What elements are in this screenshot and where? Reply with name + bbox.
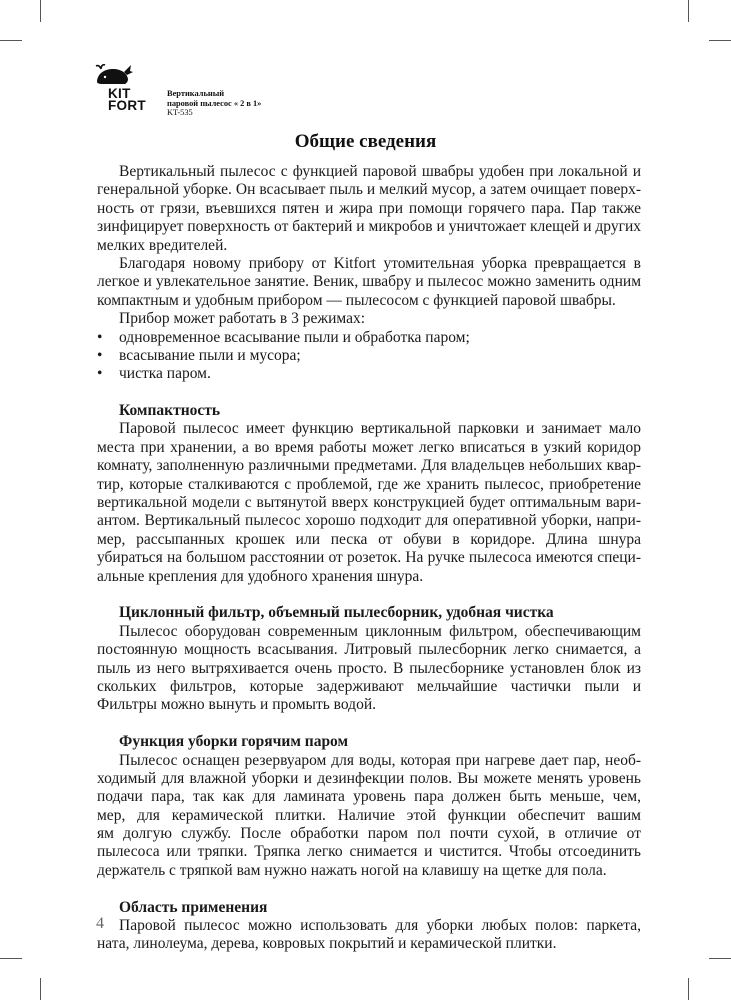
list-item-text: одновременное всасывание пыли и обработка паром; (119, 328, 470, 346)
text-line: ность от грязи, въевшихся пятен и жира при помощи горячего пара. Пар также (97, 199, 641, 217)
text-line: Паровой пылесос можно использовать для уборки любых полов: паркета, (119, 917, 641, 935)
text-line: Фильтры можно вынуть и промыть водой. (97, 696, 376, 714)
bullet: • (97, 328, 103, 346)
text-line: ям долгую службу. После обработки паром пол почти сухой, в отличие от (97, 825, 641, 843)
text-line: Паровой пылесос имеет функцию вертикальной парковки и занимает мало (119, 420, 641, 438)
text-line: генеральной уборке. Он всасывает пыль и мелкий мусор, а затем очищает поверх- (97, 181, 641, 199)
text-line: пылесоса или тряпки. Тряпка легко снимается и чистится. Чтобы отсоединить (97, 843, 641, 861)
text-line: мелких вредителей. (97, 236, 228, 254)
text-line: убираться на большом расстоянии от розеток. На ручке пылесоса имеются специ- (97, 549, 641, 567)
document-body (97, 163, 641, 954)
text-line: Пылесос оборудован современным циклонным фильтром, обеспечивающим (119, 622, 641, 640)
text-line: держатель с тряпкой вам нужно нажать ногой на клавишу на щетке для пола. (97, 861, 607, 879)
list-item-text: чистка паром. (119, 365, 211, 383)
text-line: альные крепления для удобного хранения шнура. (97, 567, 424, 585)
page-title: Общие сведения (294, 131, 437, 152)
text-line: компактным и удобным прибором — пылесосом с функцией паровой швабры. (97, 291, 616, 309)
crop-mark (40, 978, 41, 1000)
crop-mark (688, 0, 689, 22)
crop-mark (709, 958, 731, 959)
section-heading: Циклонный фильтр, объемный пылесборник, удобная чистка (119, 604, 554, 622)
list-item (97, 329, 641, 347)
text-line: подачи пара, так как для ламината уровень пара должен быть меньше, чем, (97, 788, 641, 806)
text-line: скольких фильтров, которые задерживают мельчайшие частички пыли и (97, 677, 641, 695)
text-line: пыль из него вытряхивается очень просто. В пылесборнике установлен блок из (97, 659, 641, 677)
text-line: легкое и увлекательное занятие. Веник, швабру и пылесос можно заменить одним (97, 273, 641, 291)
text-line: Пылесос оснащен резервуаром для воды, которая при нагреве дает пар, необ- (119, 751, 641, 769)
logo-line-2: FORT (108, 98, 146, 113)
text-line: Благодаря новому прибору от Kitfort утомительная уборка превращается в (119, 254, 641, 272)
logo-wordmark (108, 88, 158, 112)
list-item-text: всасывание пыли и мусора; (119, 346, 301, 364)
page-number: 4 (96, 915, 104, 932)
crop-mark (0, 40, 22, 41)
text-line: вертикальной модели с вытянутой вверх конструкцией будет оптимальным вари- (97, 494, 641, 512)
list-item (97, 347, 641, 365)
crop-mark (0, 958, 22, 959)
text-line: комнату, заполненную различными предметами. Для владельцев небольших квар- (97, 457, 641, 475)
text-line: ната, линолеума, дерева, ковровых покрытий и керамической плитки. (97, 935, 557, 953)
section-heading: Компактность (119, 402, 221, 420)
text-line: зинфицирует поверхность от бактерий и микробов и уничтожает клещей и других (97, 218, 641, 236)
section-heading: Область применения (119, 898, 268, 916)
list-item (97, 365, 641, 383)
product-type: Вертикальный (167, 89, 225, 98)
text-line: Вертикальный пылесос с функцией паровой швабры удобен при локальной и (119, 163, 641, 180)
text-line: мер, для керамической плитки. Наличие этой функции обеспечит вашим (97, 806, 641, 824)
text-line: постоянную мощность всасывания. Литровый пылесборник легко снимается, а (97, 641, 641, 659)
bullet: • (97, 365, 103, 383)
product-name: паровой пылесос « 2 в 1» (167, 98, 262, 108)
text-line: Прибор может работать в 3 режимах: (119, 310, 366, 328)
section-heading: Функция уборки горячим паром (119, 733, 349, 751)
text-line: тир, которые сталкиваются с проблемой, где же хранить пылесос, приобретение (97, 475, 641, 493)
kitfort-logo (92, 62, 152, 120)
text-line: места при хранении, а во время работы может легко вписаться в узкий коридор (97, 438, 641, 456)
crop-mark (40, 0, 41, 22)
crop-mark (709, 40, 731, 41)
text-line: мер, рассыпанных крошек или песка от обуви в коридоре. Длина шнура (97, 530, 641, 548)
logo-line-1: KIT (108, 86, 131, 101)
text-line: ходимый для влажной уборки и дезинфекции полов. Вы можете менять уровень (97, 769, 641, 787)
crop-mark (688, 978, 689, 1000)
bullet: • (97, 346, 103, 364)
text-line: антом. Вертикальный пылесос хорошо подходит для оперативной уборки, напри- (97, 512, 641, 530)
product-model: KT-535 (167, 108, 193, 118)
product-info (167, 89, 367, 118)
whale-icon (94, 62, 134, 88)
